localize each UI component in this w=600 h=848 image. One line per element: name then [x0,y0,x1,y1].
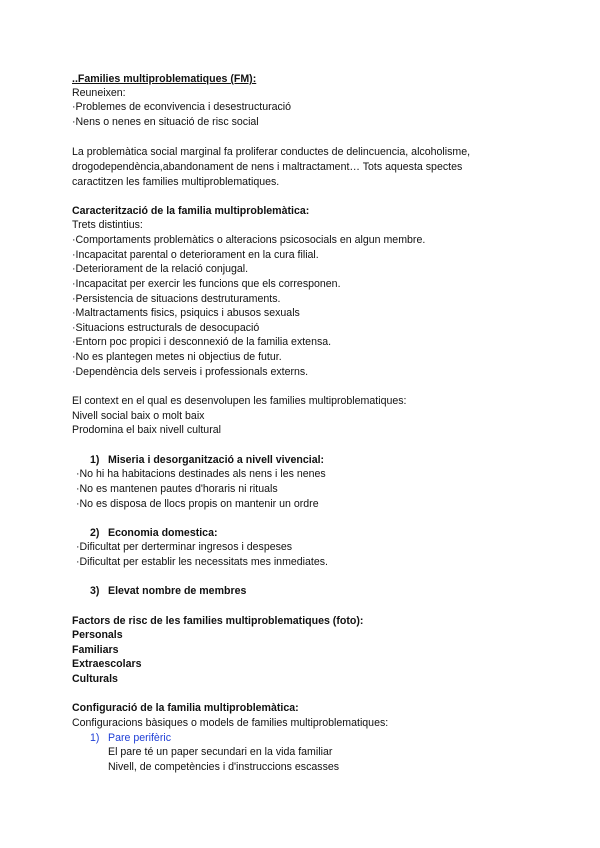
list-item: Nivell social baix o molt baix [72,410,205,422]
list-item: ·Deteriorament de la relació conjugal. [72,263,249,275]
section-heading-configuracio: Configuració de la familia multiproblemàtica: [72,702,299,714]
risk-item: Extraescolars [72,658,142,670]
list-item: ·Persistencia de situacions destruturaments. [72,293,281,305]
list-item: ·Nens o nenes en situació de risc social [72,116,259,128]
list-item: ·Incapacitat parental o deteriorament en la cura filial. [72,249,319,261]
numbered-heading-membres: Elevat nombre de membres [108,585,247,597]
config-item-line: El pare té un paper secundari en la vida familiar [108,746,333,758]
list-item: ·Problemes de econvivencia i desestructuració [72,101,292,113]
list-item: ·No es disposa de llocs propis on mantenir un ordre [76,498,319,510]
list-number: 3) [90,585,100,597]
context-lead: El context en el qual es desenvolupen les families multiproblematiques: [72,395,407,407]
list-item: ·Dificultat per derterminar ingresos i despeses [76,541,293,553]
risk-item: Familiars [72,644,119,656]
risk-item: Personals [72,629,123,641]
section-heading-risk: Factors de risc de les families multiproblematiques (foto): [72,615,364,627]
paragraph-line: drogodependència,abandonament de nens i maltractament… Tots aquesta spectes [72,161,463,173]
list-item: ·Situacions estructurals de desocupació [72,322,260,334]
list-item: Prodomina el baix nivell cultural [72,424,221,436]
list-number: 1) [90,732,100,744]
list-item: ·No es mantenen pautes d'horaris ni rituals [76,483,278,495]
list-number: 2) [90,527,100,539]
section-heading-caracteritzacio: Caracterització de la familia multiproblemàtica: [72,205,310,217]
paragraph-line: La problemàtica social marginal fa proliferar conductes de delincuencia, alcoholisme, [72,146,471,158]
list-item: ·Comportaments problemàtics o alteracions psicosocials en algun membre. [72,234,426,246]
numbered-heading-economia: Economia domestica: [108,527,218,539]
numbered-heading-miseria: Miseria i desorganització a nivell vivencial: [108,454,325,466]
section-heading-families: ..Families multiproblematiques (FM): [72,73,257,85]
list-item: ·Dependència dels serveis i professionals externs. [72,366,309,378]
list-number: 1) [90,454,100,466]
intro-lead: Reuneixen: [72,87,126,99]
list-item: ·Dificultat per establir les necessitats mes inmediates. [76,556,328,568]
list-item: ·Entorn poc propici i desconnexió de la familia extensa. [72,336,332,348]
traits-lead: Trets distintius: [72,219,143,231]
list-item: ·Maltractaments fisics, psiquics i abusos sexuals [72,307,300,319]
list-item: ·Incapacitat per exercir les funcions que els corresponen. [72,278,341,290]
list-item: ·No hi ha habitacions destinades als nens i les nenes [76,468,326,480]
config-item-pare-periferic: Pare perifèric [108,732,171,744]
paragraph-line: caractitzen les families multiproblematiques. [72,176,280,188]
risk-item: Culturals [72,673,118,685]
config-lead: Configuracions bàsiques o models de families multiproblematiques: [72,717,389,729]
list-item: ·No es plantegen metes ni objectius de futur. [72,351,282,363]
config-item-line: Nivell, de competències i d'instruccions escasses [108,761,340,773]
